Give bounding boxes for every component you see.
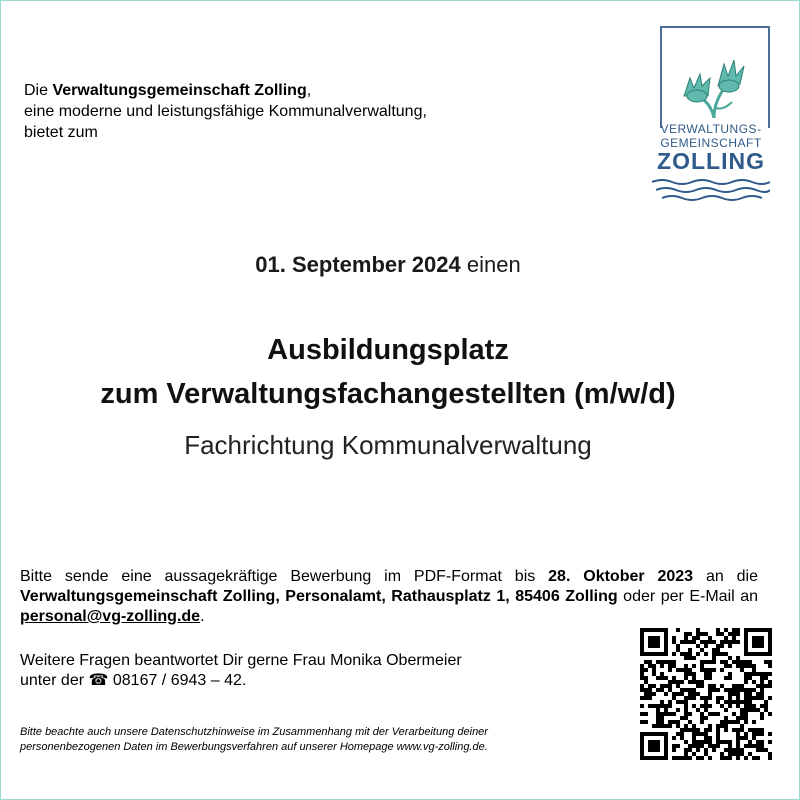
apply-text2: an die	[693, 568, 758, 585]
privacy-line1: Bitte beachte auch unsere Datenschutzhinweise im Zusammenhang mit der Verarbeitung deiner	[20, 726, 488, 738]
intro-comma: ,	[306, 82, 312, 99]
org-name: Verwaltungsgemeinschaft Zolling	[52, 82, 307, 99]
start-date: 01. September 2024	[255, 252, 461, 277]
intro-line3: bietet zum	[24, 124, 98, 141]
waves-icon	[652, 178, 770, 202]
apply-text1: Bitte sende eine aussagekräftige Bewerbung im PDF-Format bis	[20, 568, 549, 585]
intro-prefix: Die	[24, 82, 53, 99]
thistle-plant-icon	[678, 56, 750, 120]
application-address: Verwaltungsgemeinschaft Zolling, Personalamt, Rathausplatz 1, 85406 Zolling	[20, 588, 618, 605]
job-title-line2: zum Verwaltungsfachangestellten (m/w/d)	[100, 378, 676, 410]
apply-text3: oder per E-Mail an	[617, 588, 759, 605]
job-subtitle: Fachrichtung Kommunalverwaltung	[184, 430, 592, 460]
start-date-line	[0, 252, 776, 278]
contact-line1: Weitere Fragen beantwortet Dir gerne Frau Monika Obermeier	[20, 652, 462, 669]
application-deadline: 28. Oktober 2023	[548, 568, 694, 585]
phone-icon: ☎	[88, 672, 109, 689]
apply-text4: .	[200, 608, 205, 625]
intro-line2: eine moderne und leistungsfähige Kommunalverwaltung,	[24, 103, 427, 120]
job-title-line1: Ausbildungsplatz	[267, 334, 509, 366]
phone-number: 08167 / 6943 – 42.	[108, 672, 247, 689]
email-link[interactable]: personal@vg-zolling.de	[20, 608, 201, 625]
privacy-line2: personenbezogenen Daten im Bewerbungsverfahren auf unserer Homepage www.vg-zolling.de.	[20, 741, 488, 753]
vg-zolling-logo	[650, 26, 772, 202]
logo-line1: VERWALTUNGS-	[660, 122, 762, 136]
application-paragraph	[20, 567, 758, 627]
qr-code-icon[interactable]	[640, 628, 772, 760]
logo-line2: GEMEINSCHAFT	[660, 136, 762, 150]
contact-paragraph	[20, 651, 462, 691]
start-date-suffix: einen	[460, 252, 521, 277]
privacy-note	[20, 725, 488, 755]
intro-text	[24, 80, 427, 143]
contact-line2-prefix: unter der	[20, 672, 89, 689]
logo-line3: ZOLLING	[657, 148, 765, 174]
